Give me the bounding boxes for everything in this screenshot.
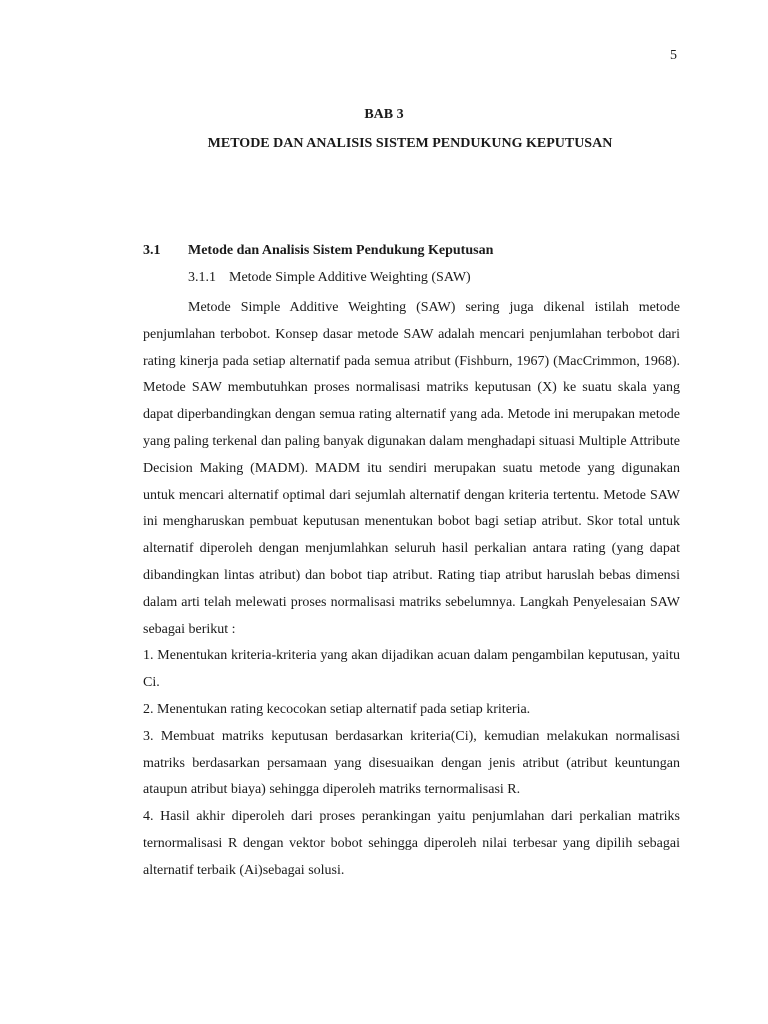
page-number: 5 [670,48,677,63]
list-item-4: 4. Hasil akhir diperoleh dari proses perankingan yaitu penjumlahan dari perkalian matriks ternormalisasi R dengan vektor bobot sehingga diperoleh nilai terbesar yang dipilih sebagai alternatif terbaik (Ai)sebagai solusi. [143,809,680,878]
subsection-heading [188,270,471,286]
chapter-title: METODE DAN ANALISIS SISTEM PENDUKUNG KEPUTUSAN [207,136,613,151]
section-heading [143,243,493,259]
body-text [143,295,680,885]
section-number: 3.1 [143,243,161,258]
list-item-1: 1. Menentukan kriteria-kriteria yang akan dijadikan acuan dalam pengambilan keputusan, yaitu Ci. [143,648,680,691]
chapter-label: BAB 3 [364,107,404,122]
list-item-2: 2. Menentukan rating kecocokan setiap alternatif pada setiap kriteria. [143,701,531,717]
subsection-number: 3.1.1 [188,270,216,285]
subsection-title: Metode Simple Additive Weighting (SAW) [229,270,471,285]
section-title: Metode dan Analisis Sistem Pendukung Keputusan [188,243,494,258]
paragraph-intro: Metode Simple Additive Weighting (SAW) sering juga dikenal istilah metode penjumlahan terbobot. Konsep dasar metode SAW adalah mencari penjumlahan terbobot dari rating kinerja pada setiap alternatif pada semua atribut (Fishburn, 1967) (MacCrimmon, 1968). Metode SAW membutuhkan proses normalisasi matriks keputusan (X) ke suatu skala yang dapat diperbandingkan dengan semua rating alternatif yang ada. Metode ini merupakan metode yang paling terkenal dan paling banyak digunakan dalam menghadapi situasi Multiple Attribute Decision Making (MADM). MADM itu sendiri merupakan suatu metode yang digunakan untuk mencari alternatif optimal dari sejumlah alternatif dengan kriteria tertentu. Metode SAW ini mengharuskan pembuat keputusan menentukan bobot bagi setiap atribut. Skor total untuk alternatif diperoleh dengan menjumlahkan seluruh hasil perkalian antara rating (yang dapat dibandingkan lintas atribut) dan bobot tiap atribut. Rating tiap atribut haruslah bebas dimensi dalam arti telah melewati proses normalisasi matriks sebelumnya. Langkah Penyelesaian SAW sebagai berikut : [143,300,680,637]
list-item-3: 3. Membuat matriks keputusan berdasarkan kriteria(Ci), kemudian melakukan normalisasi matriks berdasarkan persamaan yang disesuaikan dengan jenis atribut (atribut keuntungan ataupun atribut biaya) sehingga diperoleh matriks ternormalisasi R. [143,728,680,798]
